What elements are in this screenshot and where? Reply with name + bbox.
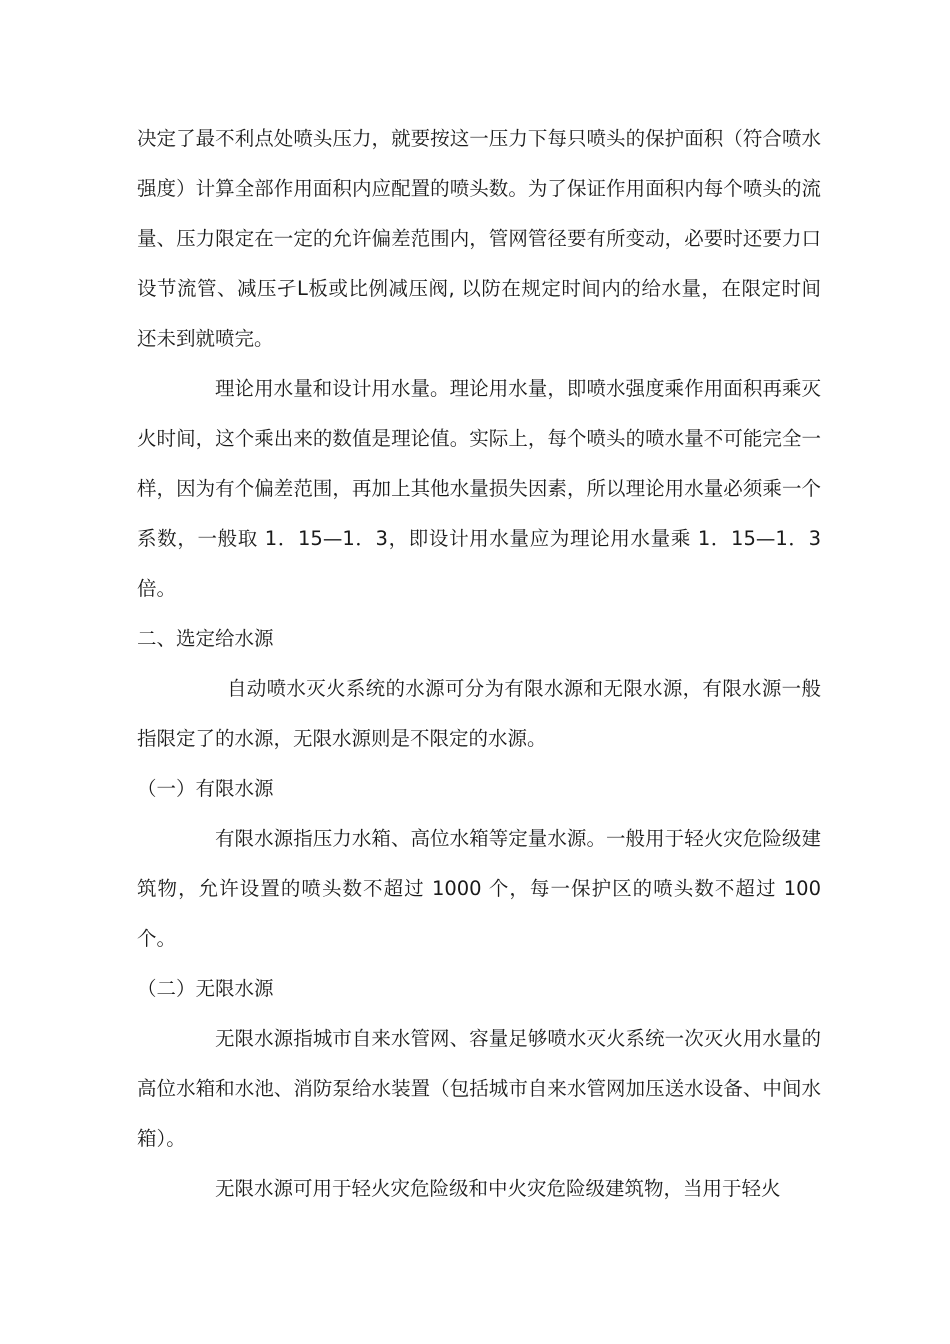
document-body xyxy=(137,114,821,1214)
paragraph-limited-source: 有限水源指压力水箱、高位水箱等定量水源。一般用于轻火灾危险级建筑物，允许设置的喷头数不超过 1000 个，每一保护区的喷头数不超过 100 个。 xyxy=(137,827,821,950)
paragraph-unlimited-source-usage: 无限水源可用于轻火灾危险级和中火灾危险级建筑物，当用于轻火 xyxy=(215,1177,781,1200)
paragraph-water-source-types: 自动喷水灭火系统的水源可分为有限水源和无限水源，有限水源一般指限定了的水源，无限水源则是不限定的水源。 xyxy=(137,677,821,750)
section-heading-water-source: 二、选定给水源 xyxy=(137,627,274,650)
paragraph-sprinkler-count: 决定了最不利点处喷头压力，就要按这一压力下每只喷头的保护面积（符合喷水强度）计算全部作用面积内应配置的喷头数。为了保证作用面积内每个喷头的流量、压力限定在一定的允许偏差范围内，管网管径要有所变动，必要时还要力口设节流管、减压孑L板或比例减压阀, 以防在规定时间内的给水量，在限定时间还未到就喷完。 xyxy=(137,127,821,350)
subheading-unlimited-source: （二）无限水源 xyxy=(137,977,274,1000)
paragraph-water-demand: 理论用水量和设计用水量。理论用水量，即喷水强度乘作用面积再乘灭火时间，这个乘出来的数值是理论值。实际上，每个喷头的喷水量不可能完全一样，因为有个偏差范围，再加上其他水量损失因素，所以理论用水量必须乘一个系数，一般取 1．15—1．3，即设计用水量应为理论用水量乘 1．15—1．3 倍。 xyxy=(137,377,821,600)
subheading-limited-source: （一）有限水源 xyxy=(137,777,274,800)
paragraph-unlimited-source: 无限水源指城市自来水管网、容量足够喷水灭火系统一次灭火用水量的高位水箱和水池、消防泵给水装置（包括城市自来水管网加压送水设备、中间水箱）。 xyxy=(137,1027,821,1150)
